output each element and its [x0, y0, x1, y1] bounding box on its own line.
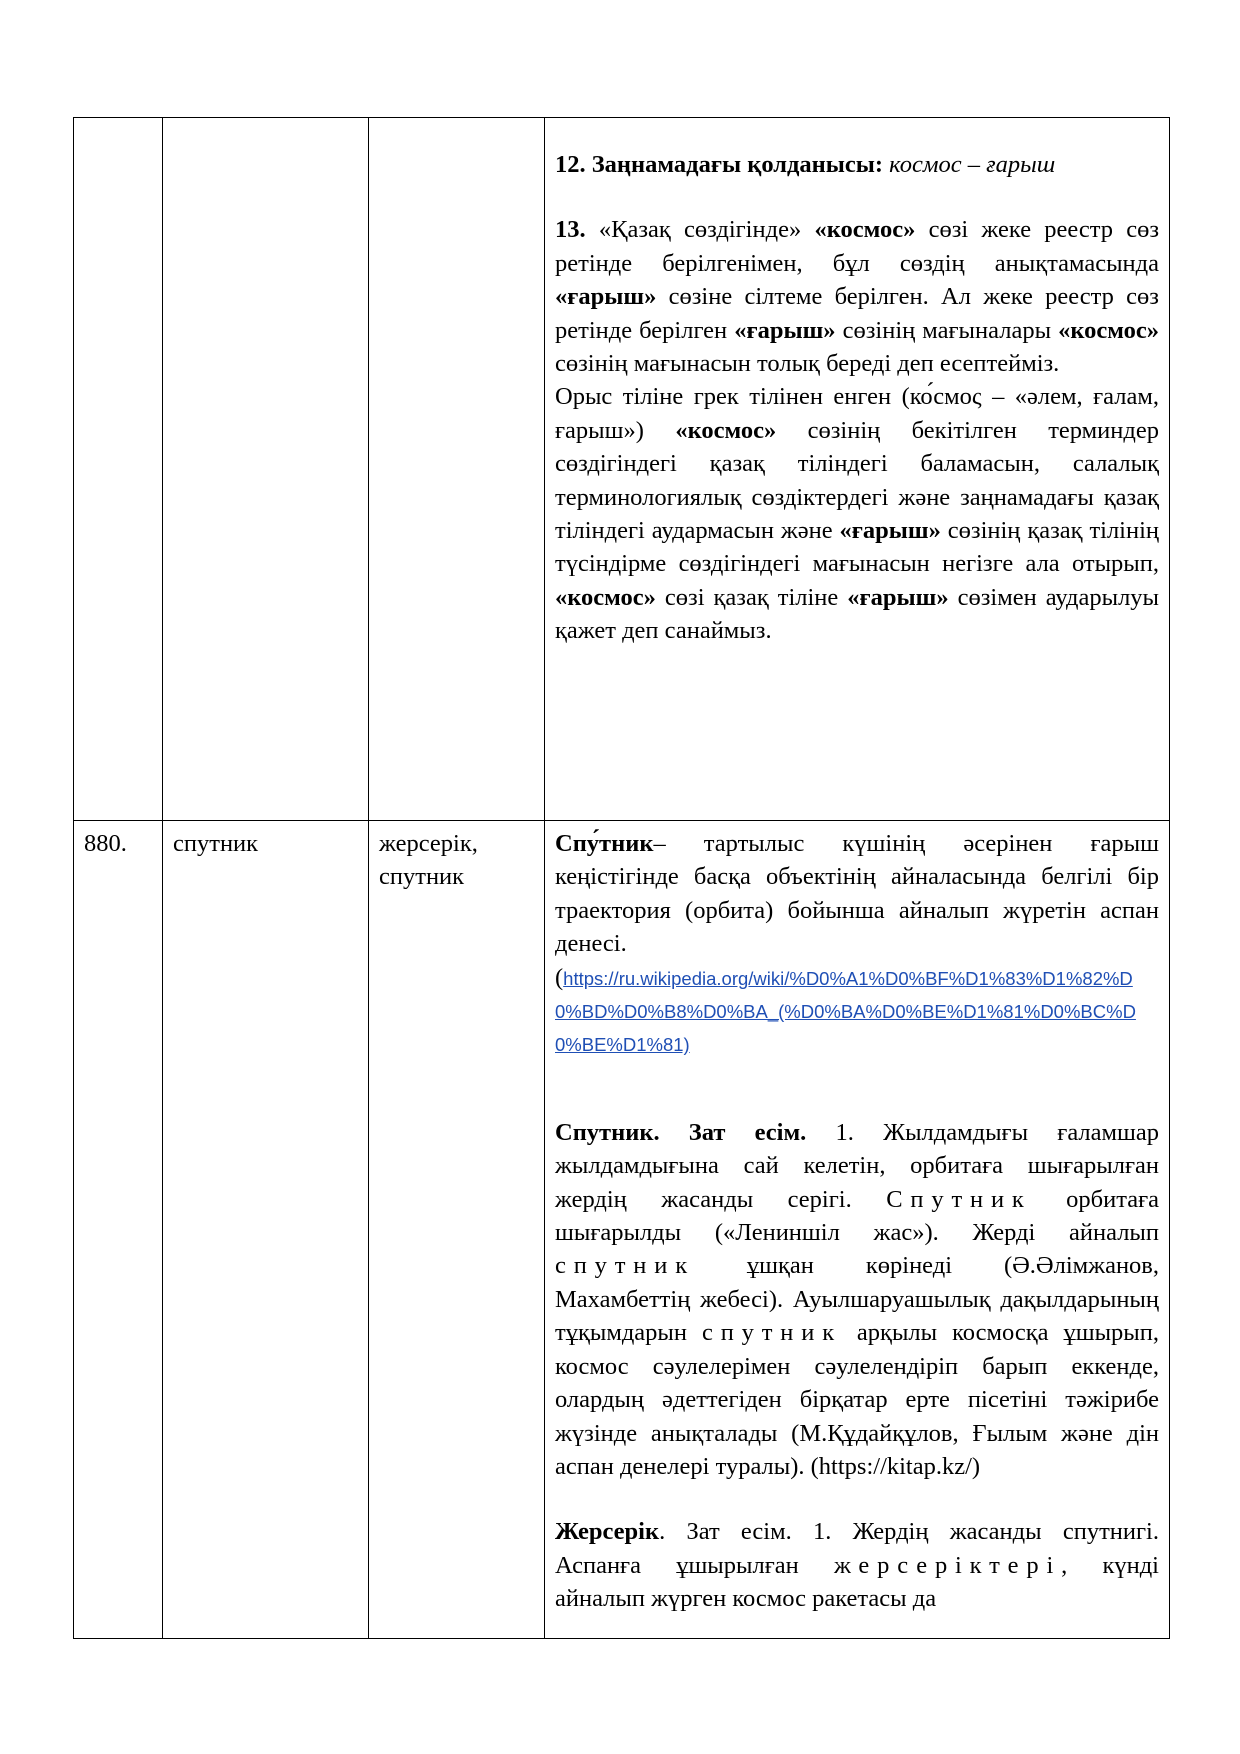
entry-headword: Жерсерік	[555, 1518, 660, 1546]
bold-term: «ғарыш»	[839, 517, 941, 545]
bold-term: «ғарыш»	[847, 583, 949, 611]
text-span: , күнді айналып жүрген космос ракетасы да	[555, 1551, 1159, 1613]
spaced-term: спутник	[701, 1319, 842, 1347]
text-span: сөзімен аударылуы қажет деп санаймыз.	[555, 583, 1160, 645]
paragraph-13	[555, 213, 1159, 380]
text-span: ұшқан көрінеді (Ә.Әлімжанов, Махамбеттің жебесі). Ауылшаруашылық дақылдарының тұқымдарын	[555, 1252, 1160, 1347]
justification-cell	[545, 118, 1170, 821]
definition-paragraph	[555, 827, 1159, 1061]
russian-term-cell: спутник	[163, 821, 369, 1639]
text-span: сөзінің мағыналары	[842, 316, 1052, 344]
kazakh-term-cell: жерсерік, спутник	[369, 821, 545, 1639]
text-span: – тартылыс күшінің әсерінен ғарыш кеңістігінде басқа объектінің айналасында белгілі бір траектория (орбита) бойынша айналып жүретін аспан денесі.	[555, 830, 1159, 958]
spaced-term: жерсеріктері	[833, 1551, 1062, 1579]
row-number-cell: 880.	[74, 821, 163, 1639]
text-span: сөзі жеке реестр сөз ретінде берілгенімен, бұл сөздің анықтамасында	[555, 216, 1160, 277]
text-span: 1. Жылдамдығы ғаламшар жылдамдығына сай келетін, орбитаға шығарылған жердің жасанды серігі.	[555, 1118, 1159, 1213]
text-span: сөзі қазақ тіліне	[664, 583, 839, 611]
text-span: «Қазақ сөздігінде»	[598, 216, 802, 244]
bold-term: «космос»	[814, 216, 916, 244]
row-number-cell	[74, 118, 163, 821]
justification-cell	[545, 821, 1170, 1639]
text-span: сөзінің қазақ тілінің түсіндірме сөздігіндегі мағынасын негізге ала отырып,	[555, 517, 1160, 578]
text-span: орбитаға шығарылды («Лениншіл жас»). Жерді айналып	[555, 1185, 1160, 1247]
dictionary-entry-sputnik	[555, 1116, 1159, 1483]
text-span: сөзінің мағынасын толық береді деп есептейміз.	[555, 350, 1060, 378]
definition-headword: Спу́тник	[555, 830, 654, 857]
text-span: . Зат есім. 1. Жердің жасанды спутнигі. Аспанға ұшырылған	[555, 1518, 1159, 1579]
spaced-term: спутник	[555, 1252, 695, 1280]
p13-number: 13.	[555, 216, 586, 244]
bold-term: «ғарыш»	[734, 316, 836, 344]
p12-label: 12. Заңнамадағы қолданысы:	[555, 151, 884, 178]
text-span: арқылы космосқа ұшырып, космос сәулелерімен сәулелендіріп барып еккенде, олардың әдеттегіден бірқатар ерте пісетіні тәжірибе жүзінде анықталады (М.Құдайқұлов, Ғылым және дін аспан денелері туралы). (https://kitap.kz/)	[555, 1319, 1159, 1480]
table-row	[74, 118, 1170, 821]
text-span: Орыс тіліне грек тілінен енген (ко́смος – «әлем, ғалам, ғарыш»)	[555, 383, 1159, 444]
bold-term: «ғарыш»	[555, 283, 657, 311]
paragraph-12	[555, 148, 1159, 181]
bold-term: «космос»	[675, 416, 777, 444]
wikipedia-link[interactable]: https://ru.wikipedia.org/wiki/%D0%A1%D0%BF%D1%83%D1%82%D0%BD%D0%B8%D0%BA_(%D0%BA%D0%BE%D1%81%D0%BC%D0%BE%D1%81)	[555, 967, 1136, 1056]
bold-term: «космос»	[555, 583, 656, 611]
p12-value: космос – ғарыш	[889, 151, 1056, 178]
terms-table	[73, 117, 1170, 1639]
table-row	[74, 821, 1170, 1639]
kazakh-term-cell	[369, 118, 545, 821]
russian-term-cell	[163, 118, 369, 821]
bold-term: «космос»	[1058, 316, 1160, 344]
paragraph-conclusion	[555, 380, 1159, 647]
entry-headword: Спутник. Зат есім.	[555, 1118, 807, 1146]
spaced-term: Спутник	[886, 1185, 1032, 1213]
text-span: сөзіне сілтеме берілген. Ал жеке реестр сөз ретінде берілген	[555, 283, 1159, 344]
text-span: (	[555, 963, 564, 991]
text-span: сөзінің бекітілген терминдер сөздігіндегі қазақ тіліндегі баламасын, салалық терминологиялық сөздіктердегі және заңнамадағы қазақ тіліндегі аудармасын және	[555, 416, 1159, 545]
dictionary-entry-zherserik	[555, 1515, 1159, 1615]
